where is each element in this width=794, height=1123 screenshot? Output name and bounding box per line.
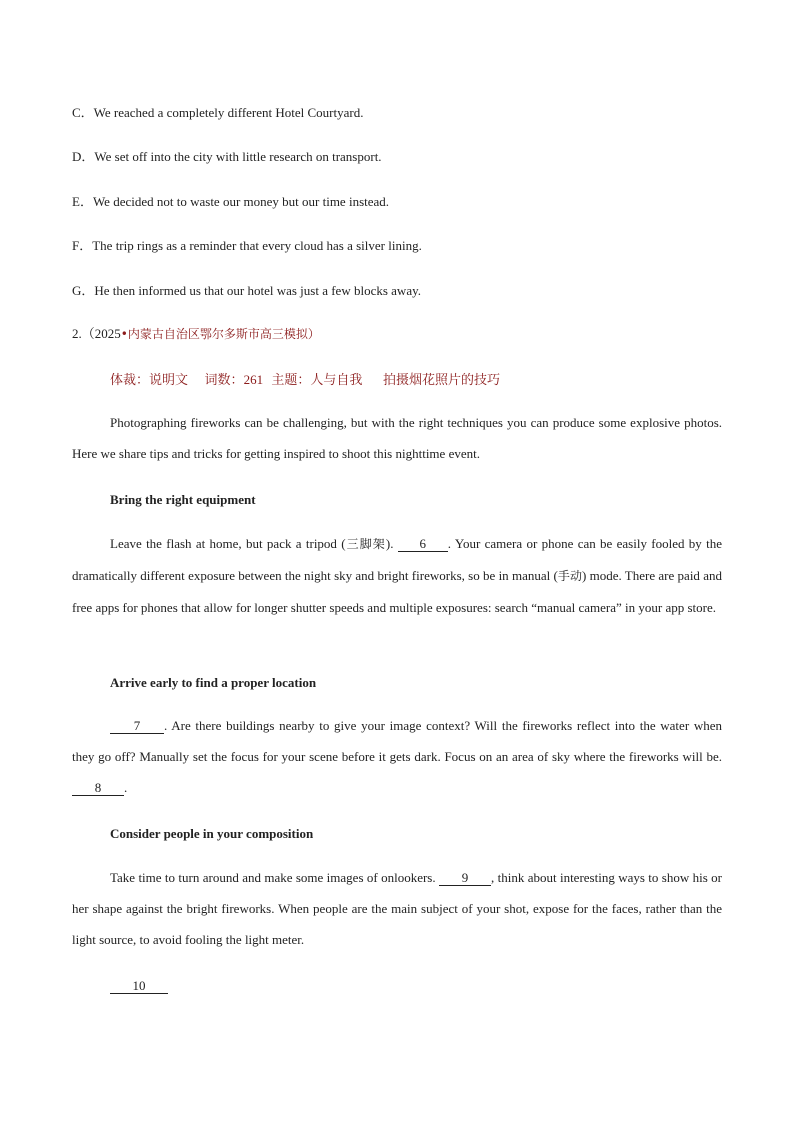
question-origin: •内蒙古自治区鄂尔多斯市高三模拟） [120,327,320,341]
blank-6[interactable]: 6 [398,536,448,552]
paragraph-people [72,862,722,955]
blank-8[interactable]: 8 [72,780,124,796]
option-f [72,238,722,254]
option-text: We set off into the city with little research on transport. [94,149,382,164]
intro-text: Photographing fireworks can be challenging, but with the right techniques you can produce some explosive photos. Here we share tips and tricks for getting inspired to shoot this nighttime event. [72,415,722,461]
paragraph-location [72,710,722,803]
para3-text-a: Take time to turn around and make some images of onlookers. [110,870,436,885]
option-text: We decided not to waste our money but our time instead. [92,194,390,209]
option-letter: F． [72,238,93,253]
option-text: He then informed us that our hotel was just a few blocks away. [94,283,421,298]
question-source [72,326,722,342]
para2-text-b: . [124,780,128,795]
option-letter: G． [72,283,95,298]
section-heading-equipment: Bring the right equipment [110,492,256,507]
intro-paragraph [72,407,722,469]
blank-10[interactable]: 10 [110,978,168,994]
section-heading-location: Arrive early to find a proper location [110,675,317,690]
topic-label: 主题：人与自我 [271,373,363,388]
option-d [72,149,722,165]
paragraph-equipment [72,528,722,623]
section-heading-people: Consider people in your composition [110,826,314,841]
option-g [72,283,722,299]
option-text: We reached a completely different Hotel Courtyard. [93,105,364,120]
genre-label: 体裁：说明文 [110,373,189,388]
passage-meta [110,372,722,389]
blank-9[interactable]: 9 [439,870,491,886]
para1-text-d: ) mode. There are paid and free apps for phones that allow for longer shutter speeds and multiple exposures: search “manual camera” in your app store. [72,568,722,615]
option-c [72,105,722,121]
option-e [72,194,722,210]
option-letter: C． [72,105,94,120]
para3-text-b: , think about interesting ways to show his or her shape against the bright fireworks. When people are the main subject of your shot, expose for the faces, rather than the light source, to avoid fooling the light meter. [72,870,722,947]
para2-text-a: . Are there buildings nearby to give your image context? Will the fireworks reflect into the water when they go off? Manually set the focus for your scene before it gets dark. Focus on an area of sky where the fireworks will be. [72,718,722,764]
question-number: 2.（2025 [72,326,121,341]
wordcount-label: 词数： [204,373,244,388]
option-letter: D． [72,149,95,164]
last-blank-line [110,978,722,994]
para1-cn-tripod: 三脚架 [345,537,386,551]
passage-title: 拍摄烟花照片的技巧 [383,373,501,388]
blank-7[interactable]: 7 [110,718,164,734]
option-letter: E． [72,194,93,209]
para1-cn-manual: 手动 [557,569,582,583]
wordcount-value: 261 [243,372,264,387]
para1-text-c: . Your camera or phone can be easily fooled by the dramatically different exposure between the night sky and bright fireworks, so be in manual ( [72,536,723,583]
para1-text-a: Leave the flash at home, but pack a tripod ( [110,536,346,551]
option-text: The trip rings as a reminder that every cloud has a silver lining. [92,238,422,253]
para1-text-b: ). [385,536,394,551]
